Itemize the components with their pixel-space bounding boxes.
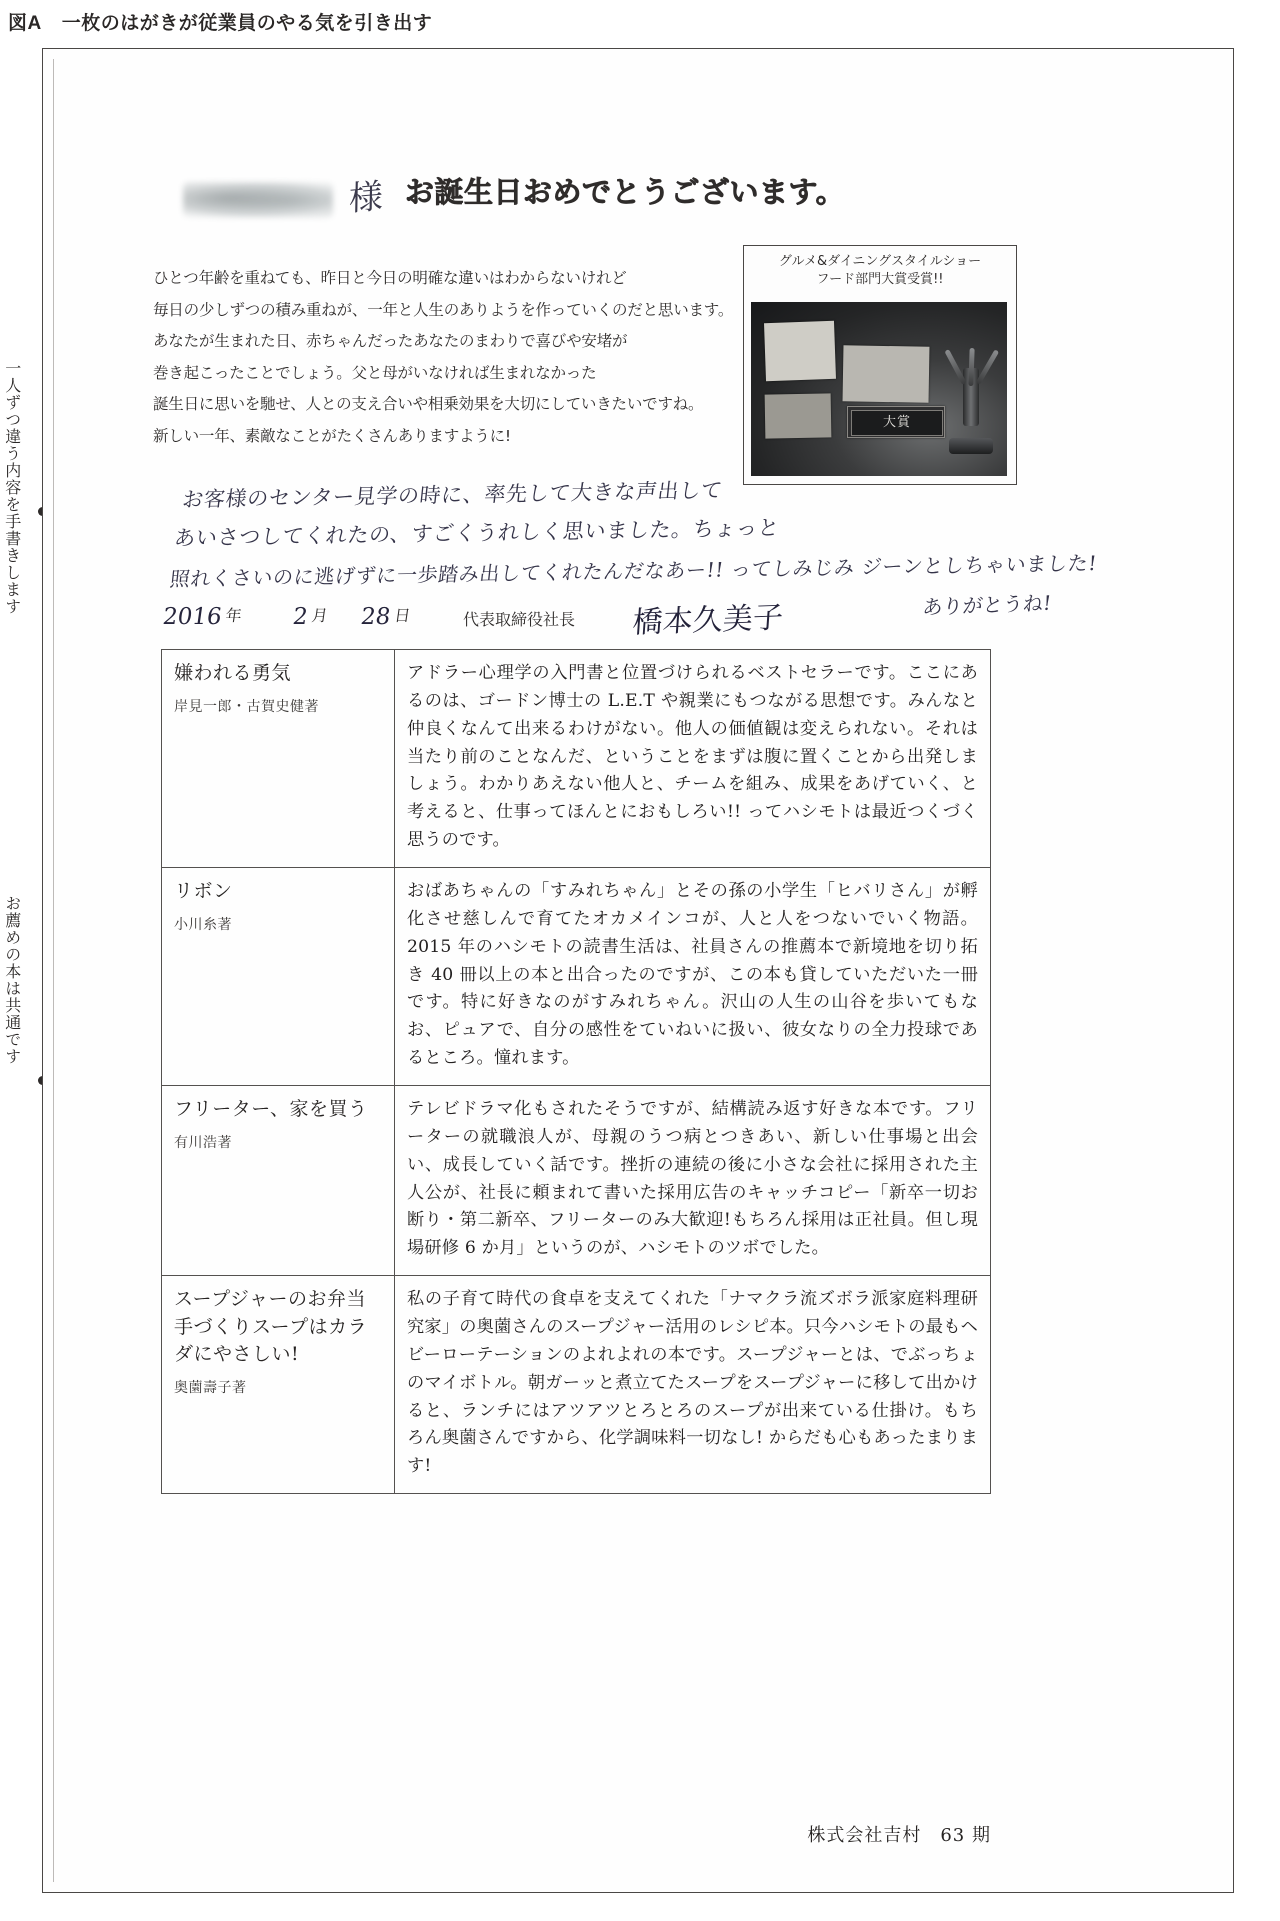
trophy-icon <box>947 342 995 454</box>
photo-leaflet <box>765 393 832 438</box>
letter-title: お誕生日おめでとうございます。 <box>405 175 846 209</box>
table-row <box>162 868 991 1086</box>
award-caption-line-2: フード部門大賞受賞!! <box>816 272 944 288</box>
book-description: 私の子育て時代の食卓を支えてくれた「ナマクラ流ズボラ派家庭料理研究家」の奥薗さんのスープジャー活用のレシピ本。只今ハシモトの最もヘビーローテーションのよれよれの本です。スープジャーとは、でぶっちょのマイボトル。朝ガーッと煮立てたスープをスープジャーに移して出かけると、ランチにはアツアツとろとろのスープが出来ている仕掛け。もちろん奥薗さんですから、化学調味料一切なし! からだも心もあったまります! <box>407 1289 978 1477</box>
signature-month <box>291 603 329 630</box>
signature-name: 橋本久美子 <box>631 600 785 641</box>
letter-body-line: ひとつ年齢を重ねても、昨日と今日の明確な違いはわからないけれど <box>153 269 627 287</box>
letter-body-line: 誕生日に思いを馳せ、人との支え合いや相乗効果を大切にしていきたいですね。 <box>153 395 704 413</box>
book-description-cell <box>395 868 991 1086</box>
book-description-cell <box>395 650 991 868</box>
book-description-cell <box>395 1276 991 1494</box>
signature-month-unit: 月 <box>310 606 330 625</box>
letter-body-line: あなたが生まれた日、赤ちゃんだったあなたのまわりで喜びや安堵が <box>153 332 628 350</box>
handwriting-line: お客様のセンター見学の時に、率先して大きな声出して <box>181 478 724 512</box>
signature-year-unit: 年 <box>224 606 244 625</box>
book-author: 岸見一郎・古賀史健著 <box>174 698 319 715</box>
signature-role: 代表取締役社長 <box>463 610 576 629</box>
figure-caption <box>8 8 432 35</box>
photo-certificate <box>764 321 836 381</box>
table-row <box>162 1276 991 1494</box>
award-photograph <box>751 302 1007 476</box>
book-description-cell <box>395 1086 991 1276</box>
award-caption-line-1: グルメ&ダイニングスタイルショー <box>778 254 982 269</box>
book-title-cell <box>162 1086 395 1276</box>
letter-body-line: 巻き起こったことでしょう。父と母がいなければ生まれなかった <box>153 363 597 382</box>
honorific-handwritten: 様 <box>348 176 384 220</box>
trophy-arm <box>968 348 974 386</box>
book-title: リボン <box>174 880 233 903</box>
figure-label: 図A <box>8 13 42 34</box>
figure-caption-text: 一枚のはがきが従業員のやる気を引き出す <box>61 13 433 34</box>
book-description: テレビドラマ化もされたそうですが、結構読み返す好きな本です。フリーターの就職浪人が、母親のうつ病とつきあい、新しい仕事場と出会い、成長していく話です。挫折の連続の後に小さな会社に採用された主人公が、社長に頼まれて書いた採用広告のキャッチコピー「新卒一切お断り・第二新卒、フリーターのみ大歓迎!もちろん採用は正社員。但し現場研修 6 か月」というのが、ハシモトのツボでした。 <box>407 1099 978 1259</box>
handwriting-line: あいさつしてくれたの、すごくうれしく思いました。ちょっと <box>173 515 781 551</box>
margin-note-handwritten: 一人ずつ違う内容を手書きします <box>2 360 20 615</box>
signature-month-value: 2 <box>291 604 310 630</box>
letter-body-line: 新しい一年、素敵なことがたくさんありますように! <box>153 426 511 445</box>
letter-body <box>153 271 753 460</box>
signature-day-unit: 日 <box>393 606 412 625</box>
handwriting-line: 照れくさいのに逃げずに一歩踏み出してくれたんだなあー!! ってしみじみ ジーンとしちゃいました! <box>168 550 1099 592</box>
recommended-books-table <box>161 649 991 1494</box>
margin-note-books: お薦めの本は共通です <box>2 895 20 1065</box>
trophy-arm <box>976 349 999 384</box>
award-photo-caption <box>744 246 1016 293</box>
book-author: 有川浩著 <box>174 1134 232 1151</box>
signature-day-value: 28 <box>359 604 393 630</box>
book-title-cell <box>162 1276 395 1494</box>
book-title: フリーター、家を買う <box>174 1098 368 1121</box>
table-row <box>162 650 991 868</box>
book-author: 奥薗壽子著 <box>174 1379 247 1396</box>
book-description: アドラー心理学の入門書と位置づけられるベストセラーです。ここにあるのは、ゴードン博士の L.E.T や親業にもつながる思想です。みんなと仲良くなんて出来るわけがない。他人の価値観は変えられない。それは当たり前のことなんだ、ということをまずは腹に置くことから出発しましょう。わかりあえない他人と、チームを組み、成果をあげていく、と考えると、仕事ってほんとにおもしろい!! ってハシモトは最近つくづく思うのです。 <box>407 663 978 851</box>
handwriting-thanks: ありがとうね! <box>921 590 1053 620</box>
book-title-cell <box>162 650 395 868</box>
signature-year <box>161 603 243 630</box>
book-title-cell <box>162 868 395 1086</box>
signature-line <box>163 601 1023 641</box>
book-title: スープジャーのお弁当 手づくりスープはカラダにやさしい! <box>174 1288 368 1366</box>
letter-head-row <box>153 154 1033 242</box>
photo-document <box>843 345 930 402</box>
award-photo-box <box>743 245 1017 485</box>
book-description: おばあちゃんの「すみれちゃん」とその孫の小学生「ヒバリさん」が孵化させ慈しんで育てたオカメインコが、人と人をつないでいく物語。2015 年のハシモトの読書生活は、社員さんの推薦本で新境地を切り拓き 40 冊以上の本と出合ったのですが、この本も貸していただいた一冊です。特に好きなのがすみれちゃん。沢山の人生の山谷を歩いてもなお、ピュアで、自分の感性をていねいに扱い、彼女なりの全力投球であるところ。憧れます。 <box>407 881 978 1069</box>
signature-year-value: 2016 <box>161 604 224 630</box>
margin-annotation-rail <box>0 360 34 1240</box>
signature-day <box>359 603 412 630</box>
redacted-recipient-name <box>183 182 333 218</box>
book-title: 嫌われる勇気 <box>174 662 292 684</box>
award-ribbon: 大賞 <box>851 410 943 436</box>
trophy-arm <box>944 349 966 385</box>
letter-header <box>153 154 1033 242</box>
table-row <box>162 1086 991 1276</box>
scanned-page <box>42 48 1234 1893</box>
letter-body-line: 毎日の少しずつの積み重ねが、一年と人生のありようを作っていくのだと思います。 <box>153 300 734 319</box>
book-author: 小川糸著 <box>174 916 232 933</box>
page-footer: 株式会社吉村 63 期 <box>807 1825 991 1846</box>
